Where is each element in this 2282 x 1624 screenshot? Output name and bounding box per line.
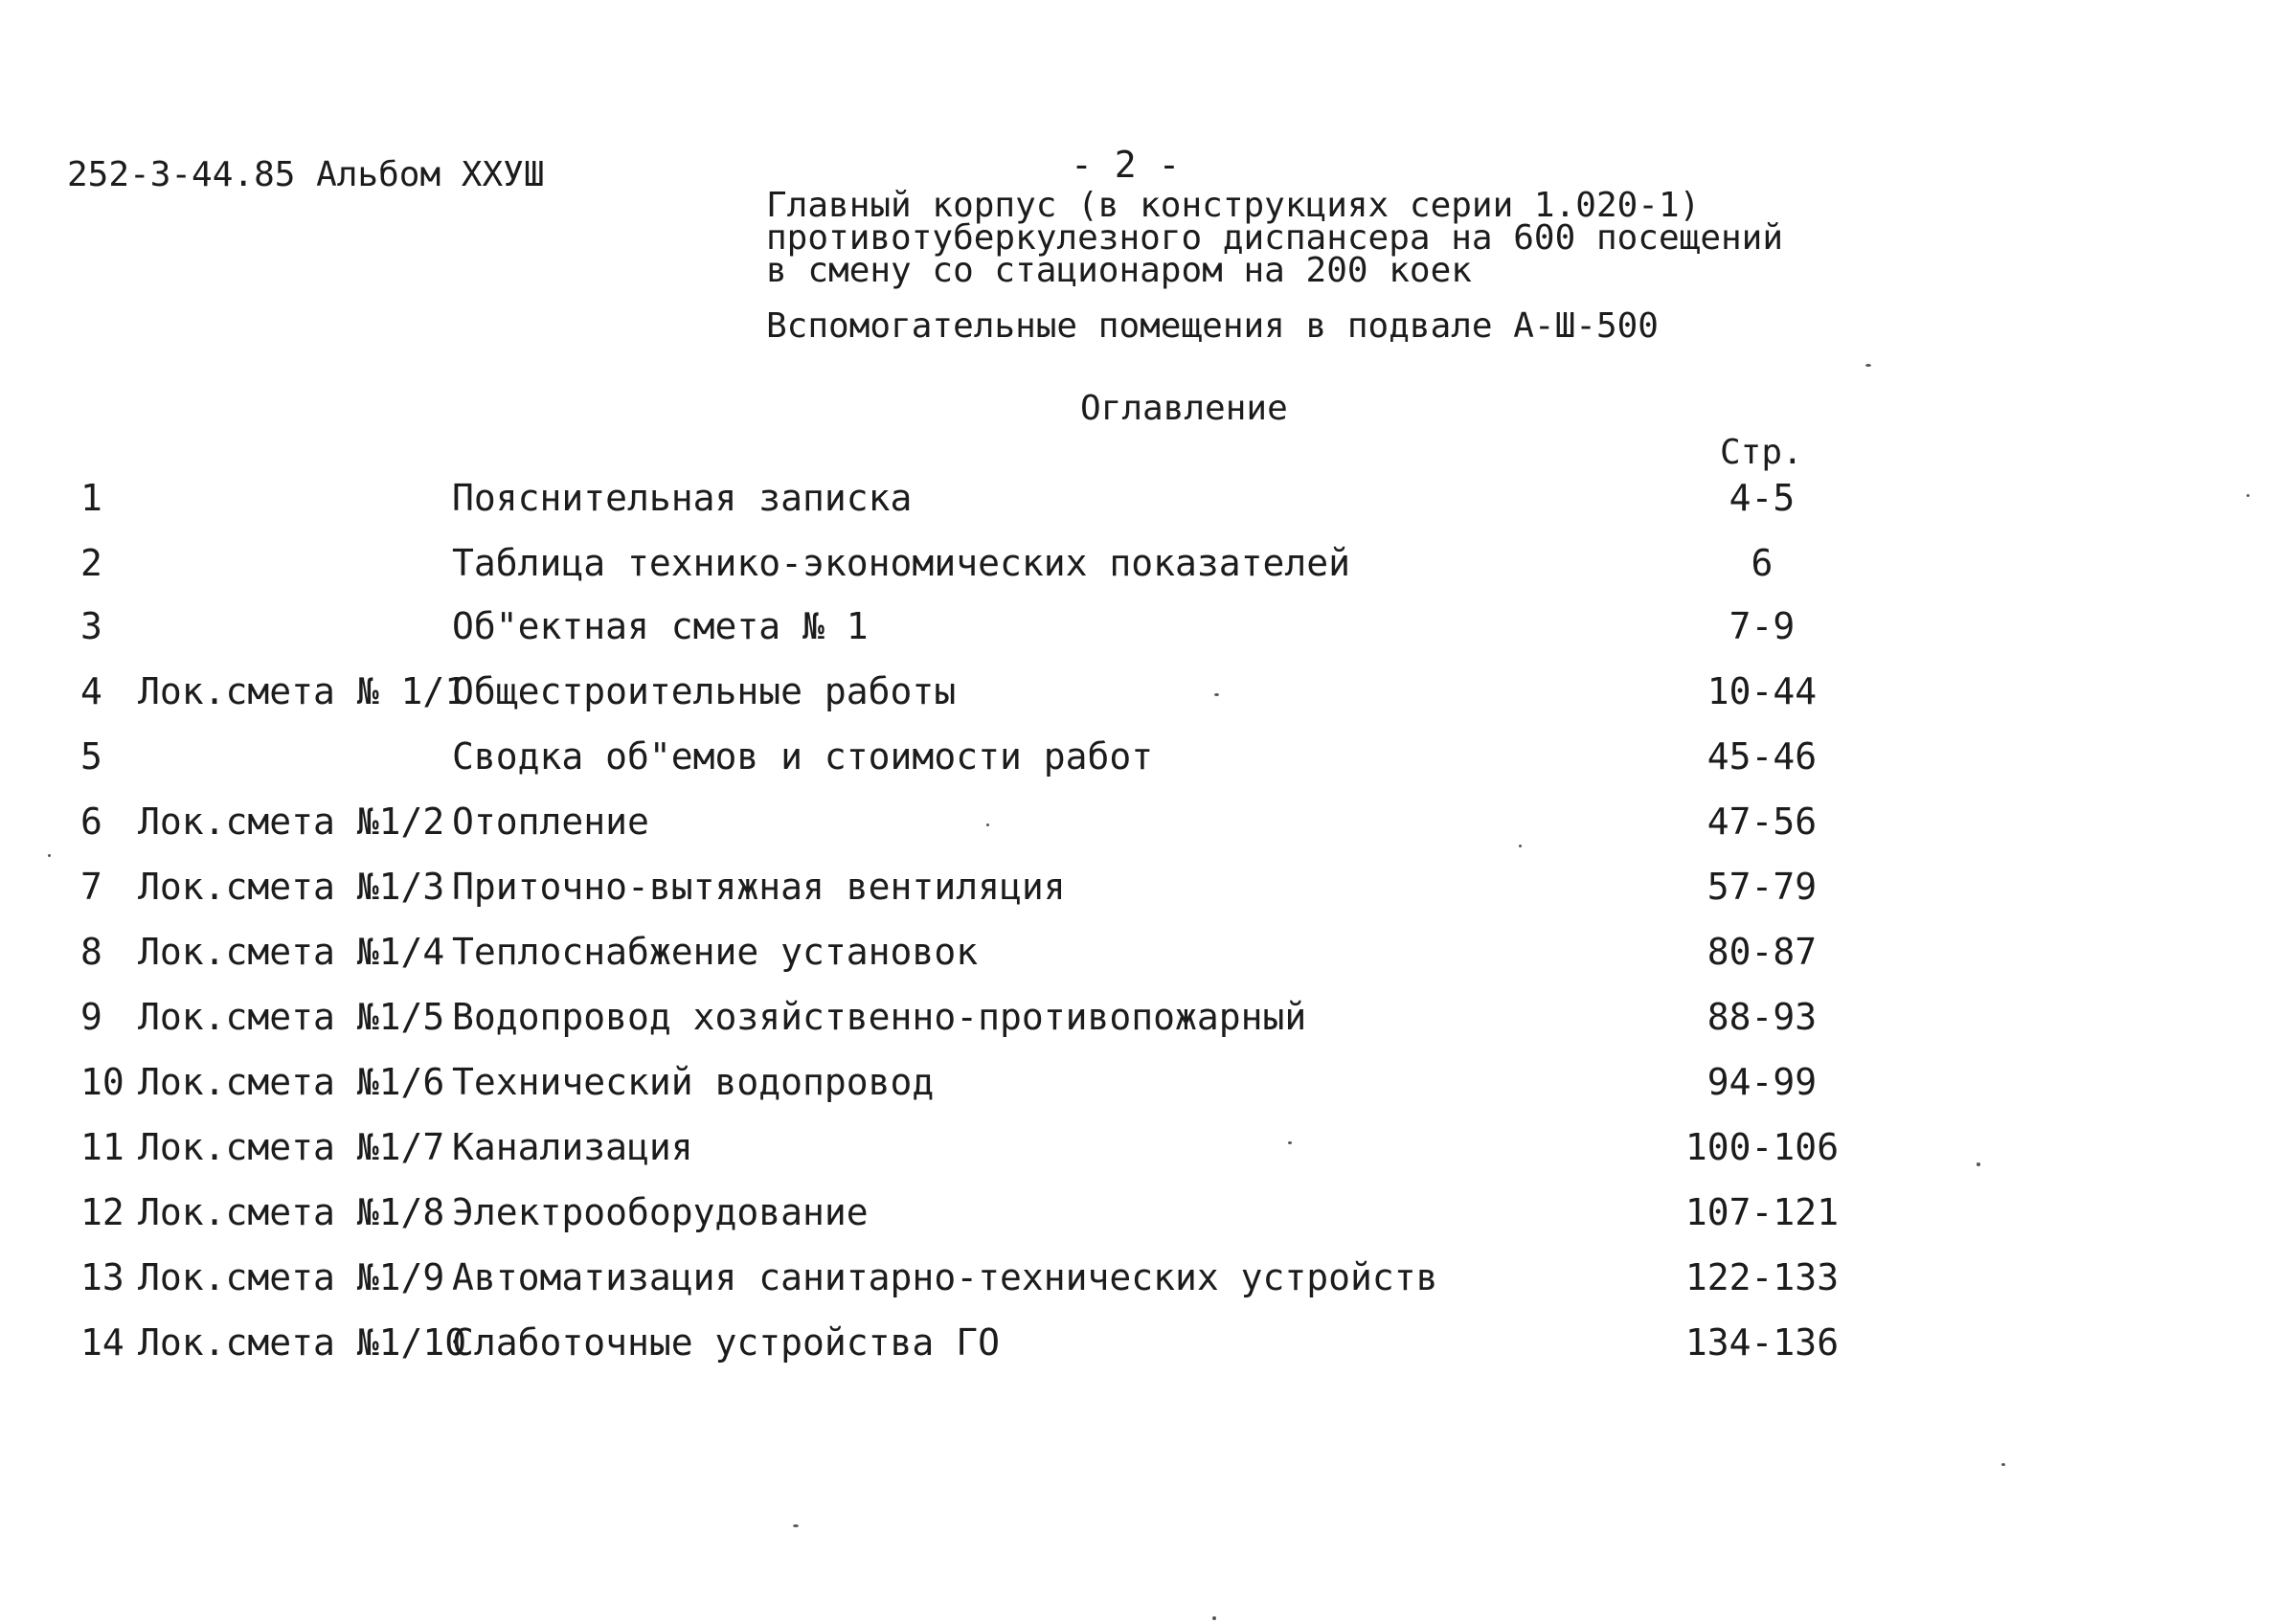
toc-row-pages: 47-56 — [1706, 801, 1818, 843]
toc-row-title: Пояснительная записка — [452, 477, 913, 519]
toc-row — [0, 996, 2282, 1053]
toc-row-number: 12 — [80, 1191, 124, 1233]
scan-speck — [1212, 1616, 1216, 1620]
scan-speck — [48, 854, 51, 857]
toc-row-title: Об"ектная смета № 1 — [452, 605, 869, 647]
toc-row — [0, 1126, 2282, 1184]
title-line-3: в смену со стационаром на 200 коек — [766, 251, 1472, 290]
toc-row-pages: 45-46 — [1706, 735, 1818, 778]
title-line-1: Главный корпус (в конструкциях серии 1.020-1) — [766, 186, 1701, 225]
toc-row-number: 11 — [80, 1126, 124, 1168]
scan-speck — [1865, 364, 1871, 367]
toc-row-title: Общестроительные работы — [452, 670, 957, 712]
scan-speck — [2247, 494, 2249, 497]
toc-row-number: 1 — [80, 477, 102, 519]
document-title — [766, 186, 1784, 290]
toc-row-title: Автоматизация санитарно-технических устройств — [452, 1256, 1438, 1298]
toc-row — [0, 477, 2282, 534]
toc-heading: Оглавление — [1080, 389, 1288, 428]
toc-row-title: Таблица технико-экономических показателей — [452, 542, 1350, 584]
toc-row-title: Слаботочные устройства ГО — [452, 1321, 1000, 1364]
toc-row-pages: 6 — [1751, 542, 1774, 584]
toc-row-estimate-ref: Лок.смета №1/2 — [138, 801, 445, 843]
toc-row — [0, 1321, 2282, 1379]
toc-row — [0, 1256, 2282, 1314]
title-line-2: противотуберкулезного диспансера на 600 посещений — [766, 218, 1784, 258]
scan-speck — [2001, 1463, 2005, 1466]
toc-row — [0, 1061, 2282, 1118]
toc-row — [0, 866, 2282, 923]
toc-row-estimate-ref: Лок.смета № 1/1 — [138, 670, 467, 712]
toc-row-number: 4 — [80, 670, 102, 712]
document-code: 252-3-44.85 Альбом ХХУШ — [67, 155, 545, 194]
toc-row-estimate-ref: Лок.смета №1/7 — [138, 1126, 445, 1168]
toc-row-number: 9 — [80, 996, 102, 1038]
toc-row-pages: 7-9 — [1728, 605, 1796, 647]
toc-row-estimate-ref: Лок.смета №1/5 — [138, 996, 445, 1038]
toc-row-pages: 80-87 — [1706, 931, 1818, 973]
toc-row-estimate-ref: Лок.смета №1/3 — [138, 866, 445, 908]
toc-row-number: 10 — [80, 1061, 124, 1103]
toc-row-title: Отопление — [452, 801, 649, 843]
toc-row-pages: 88-93 — [1706, 996, 1818, 1038]
document-subtitle: Вспомогательные помещения в подвале А-Ш-500 — [766, 306, 1659, 346]
toc-row-number: 6 — [80, 801, 102, 843]
toc-row-estimate-ref: Лок.смета №1/6 — [138, 1061, 445, 1103]
toc-row-title: Теплоснабжение установок — [452, 931, 979, 973]
toc-row-title: Приточно-вытяжная вентиляция — [452, 866, 1066, 908]
toc-row-title: Технический водопровод — [452, 1061, 935, 1103]
toc-row-estimate-ref: Лок.смета №1/10 — [138, 1321, 467, 1364]
scan-speck — [1214, 693, 1219, 696]
page-column-heading: Стр. — [1720, 433, 1803, 472]
toc-row-pages: 134-136 — [1684, 1321, 1840, 1364]
toc-row-title: Электрооборудование — [452, 1191, 869, 1233]
toc-row — [0, 542, 2282, 599]
toc-row — [0, 801, 2282, 858]
toc-row-pages: 107-121 — [1684, 1191, 1840, 1233]
toc-row — [0, 735, 2282, 793]
toc-row-number: 5 — [80, 735, 102, 778]
toc-row-estimate-ref: Лок.смета №1/9 — [138, 1256, 445, 1298]
toc-row-pages: 10-44 — [1706, 670, 1818, 712]
toc-row — [0, 605, 2282, 663]
scan-speck — [793, 1524, 799, 1527]
toc-row-title: Канализация — [452, 1126, 693, 1168]
toc-row-number: 8 — [80, 931, 102, 973]
toc-row-title: Сводка об"емов и стоимости работ — [452, 735, 1154, 778]
toc-row-pages: 100-106 — [1684, 1126, 1840, 1168]
toc-row-number: 14 — [80, 1321, 124, 1364]
toc-row-pages: 94-99 — [1706, 1061, 1818, 1103]
toc-row-estimate-ref: Лок.смета №1/4 — [138, 931, 445, 973]
toc-row-number: 13 — [80, 1256, 124, 1298]
toc-row — [0, 670, 2282, 728]
toc-row-number: 2 — [80, 542, 102, 584]
toc-row-pages: 4-5 — [1728, 477, 1796, 519]
toc-row-estimate-ref: Лок.смета №1/8 — [138, 1191, 445, 1233]
scan-speck — [1977, 1162, 1980, 1166]
toc-row-pages: 122-133 — [1684, 1256, 1840, 1298]
scan-speck — [1288, 1141, 1292, 1144]
scan-speck — [986, 823, 989, 826]
page-number: - 2 - — [1071, 144, 1181, 186]
toc-row-number: 7 — [80, 866, 102, 908]
toc-row-title: Водопровод хозяйственно-противопожарный — [452, 996, 1307, 1038]
toc-row-pages: 57-79 — [1706, 866, 1818, 908]
toc-row-number: 3 — [80, 605, 102, 647]
scan-speck — [1519, 845, 1522, 847]
toc-row — [0, 1191, 2282, 1249]
toc-row — [0, 931, 2282, 988]
